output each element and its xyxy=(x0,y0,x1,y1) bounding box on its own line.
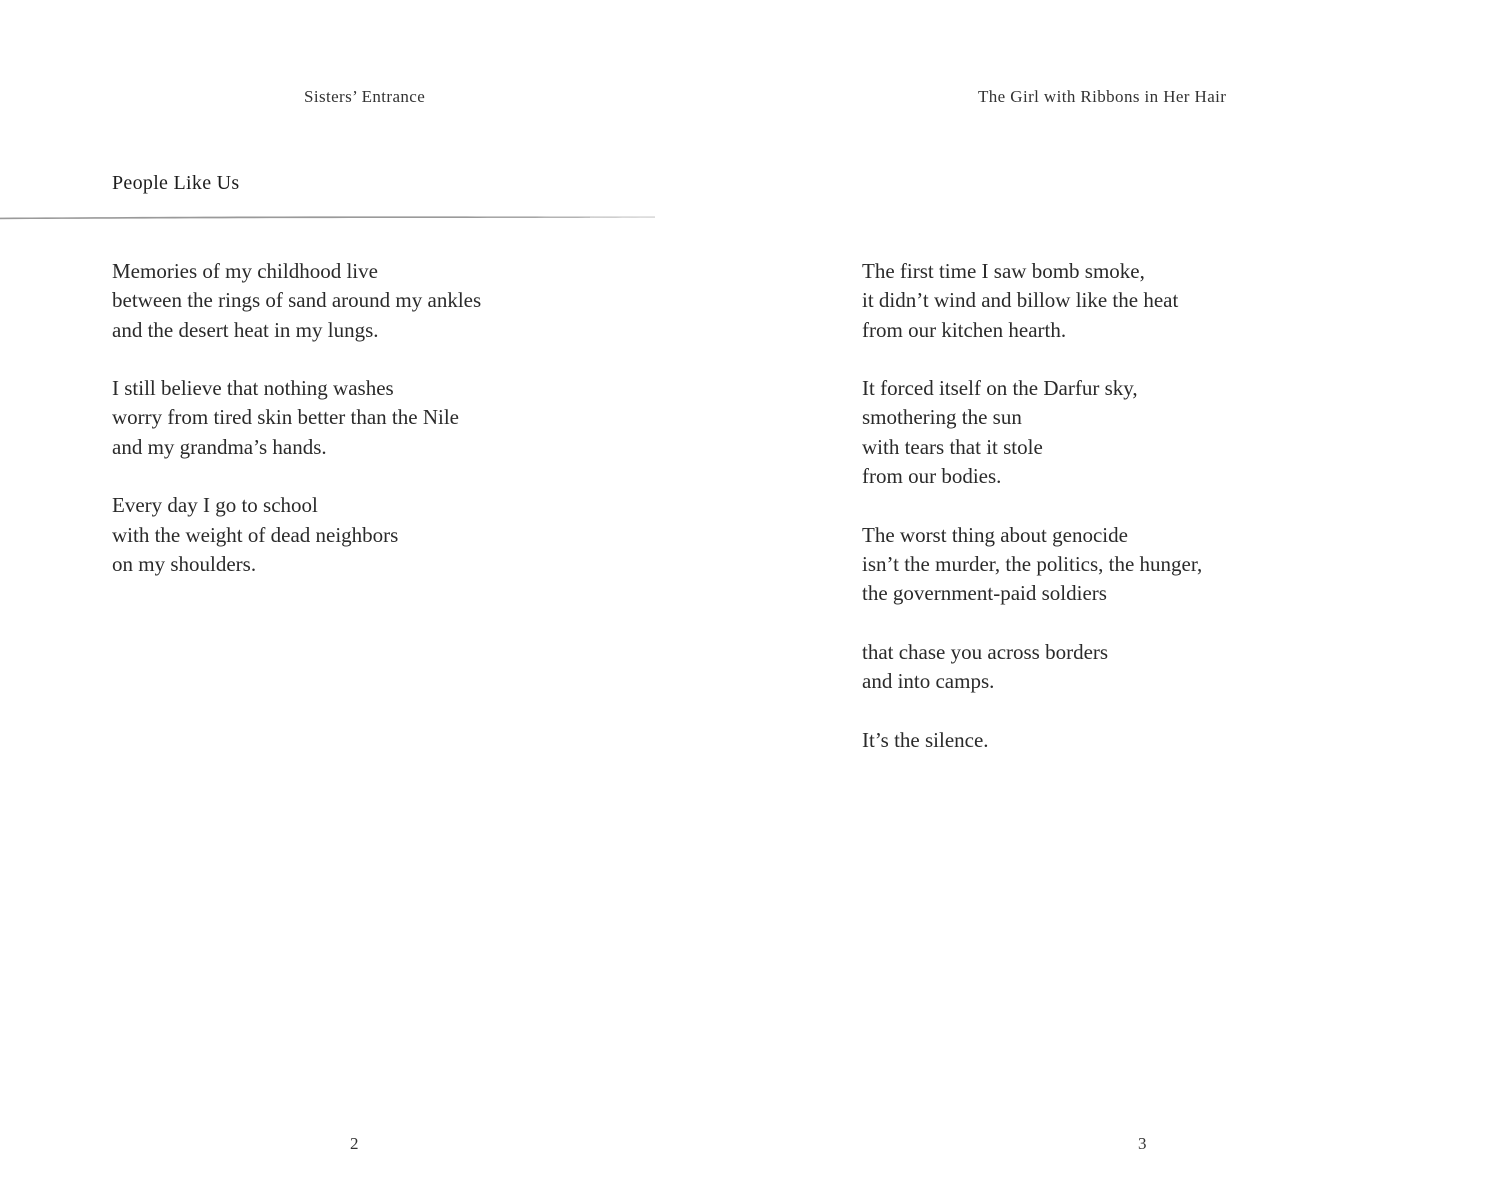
poem-line: worry from tired skin better than the Nile xyxy=(112,405,459,430)
poem-line: Every day I go to school xyxy=(112,493,318,518)
running-head-left: Sisters’ Entrance xyxy=(304,87,426,106)
stanza xyxy=(112,257,481,345)
poem-text-right xyxy=(862,257,1202,755)
poem-line: with the weight of dead neighbors xyxy=(112,522,399,547)
poem-line: from our bodies. xyxy=(862,464,1002,489)
page-number-right: 3 xyxy=(1138,1134,1147,1153)
poem-title: People Like Us xyxy=(112,172,240,194)
poem-line: I still believe that nothing washes xyxy=(112,376,394,401)
poem-line: smothering the sun xyxy=(862,405,1022,430)
poem-line: on my shoulders. xyxy=(112,551,257,576)
stanza xyxy=(862,257,1202,345)
page-number-left: 2 xyxy=(350,1134,359,1153)
poem-line: between the rings of sand around my ankles xyxy=(112,288,482,313)
stanza xyxy=(112,374,481,462)
poem-line: and my grandma’s hands. xyxy=(112,434,327,459)
stanza xyxy=(862,374,1202,491)
brush-stroke-rule xyxy=(0,213,655,221)
poem-line: with tears that it stole xyxy=(862,434,1043,459)
poem-line: from our kitchen hearth. xyxy=(862,317,1067,342)
poem-line: It forced itself on the Darfur sky, xyxy=(862,376,1138,401)
poem-line: The worst thing about genocide xyxy=(862,522,1128,547)
poem-line: and the desert heat in my lungs. xyxy=(112,317,379,342)
poem-text-left xyxy=(112,257,481,579)
stanza xyxy=(862,521,1202,609)
stanza xyxy=(862,638,1202,697)
poem-line: isn’t the murder, the politics, the hunger, xyxy=(862,551,1203,576)
running-head-right: The Girl with Ribbons in Her Hair xyxy=(978,87,1227,106)
poem-line: The first time I saw bomb smoke, xyxy=(862,259,1145,283)
poem-line: that chase you across borders xyxy=(862,639,1109,664)
stanza xyxy=(112,491,481,579)
poem-line: the government-paid soldiers xyxy=(862,581,1107,606)
poem-line: and into camps. xyxy=(862,669,995,694)
right-page xyxy=(750,0,1500,1200)
poem-line: Memories of my childhood live xyxy=(112,259,378,283)
poem-line: it didn’t wind and billow like the heat xyxy=(862,288,1179,313)
stanza xyxy=(862,726,1202,755)
poem-line: It’s the silence. xyxy=(862,727,989,752)
